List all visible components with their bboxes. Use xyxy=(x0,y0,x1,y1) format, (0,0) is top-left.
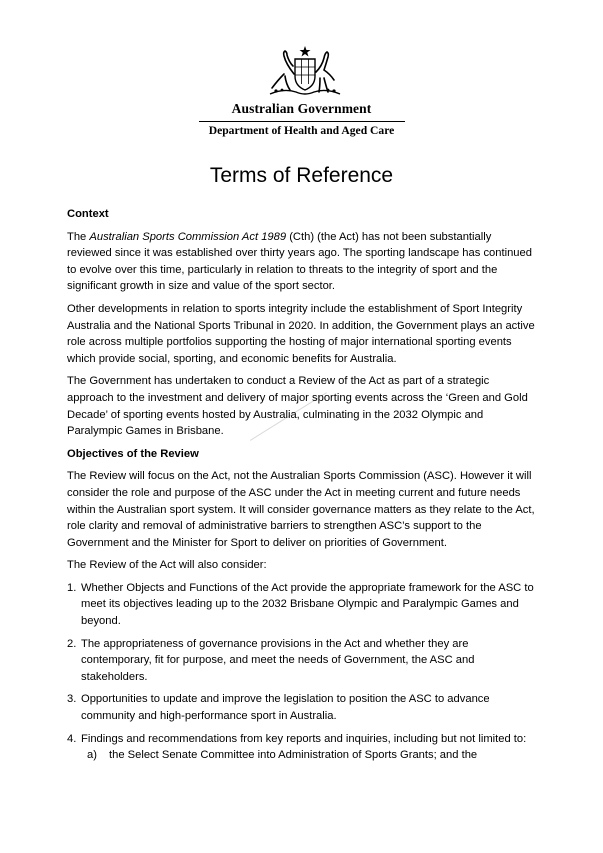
context-paragraph-2: Other developments in relation to sports integrity include the establishment of Sport Integrity Australia and the National Sports Tribunal in 2020. In addition, the Government plays an active role across multiple portfolios supporting the hosting of major international sporting events which provide social, sporting, and economic benefits for Australia. xyxy=(67,302,535,365)
sub-list-item-text: the Select Senate Committee into Administration of Sports Grants; and the xyxy=(109,749,478,762)
list-item xyxy=(67,580,537,630)
list-number: 3. xyxy=(67,693,77,706)
list-item-text: Findings and recommendations from key reports and inquiries, including but not limited to: xyxy=(81,732,527,745)
context-heading: Context xyxy=(67,208,109,220)
page-title: Terms of Reference xyxy=(209,164,394,187)
objectives-paragraph-1: The Review will focus on the Act, not the Australian Sports Commission (ASC). However it will consider the role and purpose of the ASC under the Act in meeting current and future needs within the Australian sport system. It will consider governance matters as they relate to the Act, role clarity and removal of administrative barriers to strengthen ASC’s support to the Government and the Minister for Sport to deliver on priorities of Government. xyxy=(67,470,535,549)
list-item-text: Opportunities to update and improve the legislation to position the ASC to advance community and high-performance sport in Australia. xyxy=(81,693,490,723)
review-considerations-list xyxy=(67,580,537,764)
act-name: Australian Sports Commission Act 1989 xyxy=(89,230,287,243)
objectives-paragraph-2: The Review of the Act will also consider: xyxy=(67,559,267,572)
document-body xyxy=(67,206,537,764)
context-paragraph-3: The Government has undertaken to conduct a Review of the Act as part of a strategic approach to the investment and delivery of major sporting events across the ‘Green and Gold Decade’ of sporting events hosted by Australia, culminating in the 2032 Olympic and Paralympic Games in Brisbane. xyxy=(67,375,528,438)
department-name: Department of Health and Aged Care xyxy=(208,124,395,137)
header-divider xyxy=(199,121,405,122)
sub-list-item xyxy=(87,747,537,764)
list-number: 2. xyxy=(67,637,77,650)
sub-list-letter: a) xyxy=(87,749,97,762)
list-item xyxy=(67,636,537,686)
list-item-text: The appropriateness of governance provisions in the Act and whether they are contemporary, fit for purpose, and meet the needs of Government, the ASC and stakeholders. xyxy=(81,637,475,683)
coat-of-arms-icon xyxy=(264,44,346,98)
list-item-text: Whether Objects and Functions of the Act provide the appropriate framework for the ASC to meet its objectives leading up to the 2032 Brisbane Olympic and Paralympic Games and beyond. xyxy=(81,581,534,628)
government-name: Australian Government xyxy=(231,101,372,116)
list-item xyxy=(67,691,537,724)
context-paragraph-1 xyxy=(67,229,537,295)
list-number: 4. xyxy=(67,732,77,745)
list-item xyxy=(67,731,537,764)
objectives-heading: Objectives of the Review xyxy=(67,447,199,460)
text-fragment: (Cth) (the Act) has not been substantially reviewed since it was established over thirty years ago. The sporting landscape has continued to evolve over this time, particularly in relation to threats to the integrity of sport and the significant growth in size and value of the sport sector. xyxy=(67,230,532,293)
list-number: 1. xyxy=(67,581,77,594)
sub-list xyxy=(81,747,537,764)
text-fragment: The xyxy=(67,230,90,243)
